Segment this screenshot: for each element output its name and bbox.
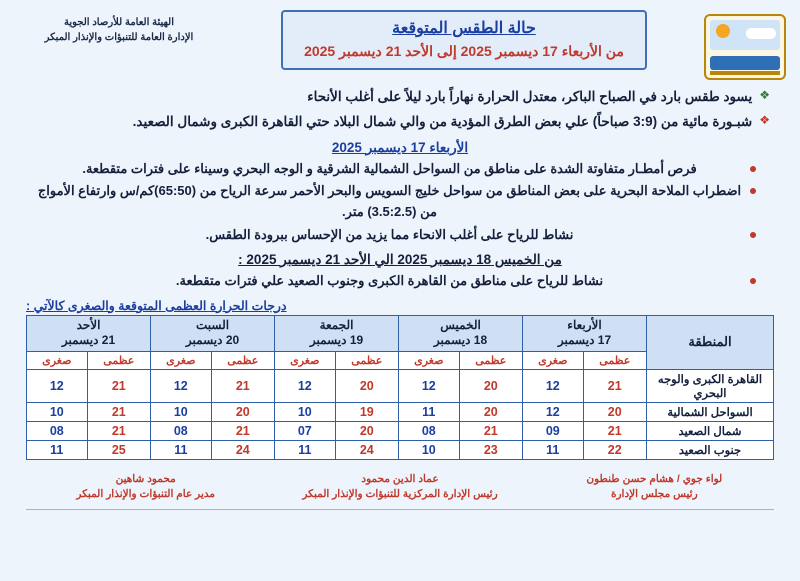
list-item-text: نشاط للرياح على أغلب الانحاء مما يزيد من الإحساس ببرودة الطقس.	[205, 226, 574, 242]
subheader-max: عظمى	[335, 351, 398, 369]
day-name: السبت	[196, 317, 230, 332]
day-date: 17 ديسمبر	[557, 333, 612, 348]
subheader-max: عظمى	[87, 351, 150, 369]
subheader-min: صغرى	[151, 351, 212, 369]
cell-min: 08	[151, 421, 212, 440]
list-item-text: فرص أمطـار متفاوتة الشدة على مناطق من السواحل الشمالية الشرقية و الوجه البحري وسيناء على فترات متقطعة.	[82, 160, 697, 176]
cell-max: 22	[583, 440, 646, 459]
day-date: 21 ديسمبر	[61, 333, 116, 348]
cell-min: 10	[399, 440, 460, 459]
column-header-region: المنطقة	[647, 315, 774, 369]
cell-max: 19	[335, 402, 398, 421]
signature-center	[280, 472, 519, 504]
temperature-table	[26, 315, 774, 460]
cell-min: 11	[523, 440, 584, 459]
cell-max: 21	[87, 402, 150, 421]
list-item	[36, 225, 756, 246]
cell-min: 08	[399, 421, 460, 440]
row-region: السواحل الشمالية	[647, 402, 774, 421]
cell-min: 12	[151, 369, 212, 402]
column-header-day	[275, 315, 399, 351]
subheader-max: عظمى	[459, 351, 522, 369]
cell-max: 20	[583, 402, 646, 421]
title-box	[281, 10, 647, 70]
table-header-row	[27, 315, 774, 351]
list-item-text: نشاط للرياح على مناطق من القاهرة الكبرى وجنوب الصعيد علي فترات متقطعة.	[175, 272, 604, 288]
org-line-1: الهيئة العامة للأرصاد الجوية	[63, 17, 174, 28]
subheader-max: عظمى	[583, 351, 646, 369]
signature-role: مدير عام التنبؤات والإنذار المبكر	[76, 488, 216, 501]
cell-max: 20	[335, 421, 398, 440]
list-item	[36, 271, 756, 292]
signature-name: محمود شاهين	[115, 472, 176, 485]
day-section-items	[0, 159, 800, 246]
summary-bullet	[22, 111, 770, 133]
cell-min: 10	[27, 402, 88, 421]
summary-bullet-text: يسود طقس بارد في الصباح الباكر، معتدل الحرارة نهاراً بارد ليلاً على أغلب الأنحاء	[307, 89, 753, 104]
page-subtitle: من الأربعاء 17 ديسمبر 2025 إلى الأحد 21 ديسمبر 2025	[304, 43, 624, 59]
cell-max: 25	[87, 440, 150, 459]
cell-min: 12	[275, 369, 336, 402]
cell-min: 08	[27, 421, 88, 440]
column-header-day	[151, 315, 275, 351]
signature-role: رئيس مجلس الإدارة	[610, 488, 698, 501]
dot-bullet-icon	[750, 188, 756, 194]
cell-max: 21	[583, 421, 646, 440]
cell-max: 24	[211, 440, 274, 459]
document-header	[0, 0, 800, 80]
subheader-min: صغرى	[399, 351, 460, 369]
cell-min: 09	[523, 421, 584, 440]
cell-min: 10	[151, 402, 212, 421]
row-region: شمال الصعيد	[647, 421, 774, 440]
cell-max: 20	[459, 369, 522, 402]
table-caption: درجات الحرارة العظمى المتوقعة والصغرى كالآتي :	[26, 298, 287, 313]
column-header-day	[399, 315, 523, 351]
footer-divider	[26, 509, 774, 510]
day-name: الأربعاء	[567, 317, 602, 332]
org-line-2: الإدارة العامة للتنبؤات والإنذار المبكر	[44, 31, 194, 43]
organization-block	[14, 10, 224, 45]
authority-logo-icon	[704, 14, 786, 80]
table-row	[27, 421, 774, 440]
day-name: الأحد	[76, 317, 101, 332]
document-footer	[0, 460, 800, 504]
day-name: الخميس	[440, 317, 481, 332]
cell-max: 21	[211, 421, 274, 440]
cell-min: 11	[27, 440, 88, 459]
dot-bullet-icon	[750, 278, 756, 284]
day-date: 19 ديسمبر	[309, 333, 364, 348]
cell-min: 12	[27, 369, 88, 402]
cell-min: 12	[523, 402, 584, 421]
subheader-max: عظمى	[211, 351, 274, 369]
cell-max: 20	[211, 402, 274, 421]
signature-right	[26, 472, 265, 504]
table-row	[27, 402, 774, 421]
day-date: 20 ديسمبر	[185, 333, 240, 348]
cell-max: 24	[335, 440, 398, 459]
column-header-day	[523, 315, 647, 351]
day-section-items	[0, 271, 800, 292]
cell-max: 21	[583, 369, 646, 402]
subheader-min: صغرى	[523, 351, 584, 369]
flower-bullet-icon: ❖	[759, 113, 770, 128]
cell-max: 21	[211, 369, 274, 402]
day-section-heading: الأربعاء 17 ديسمبر 2025	[331, 139, 469, 155]
list-item	[36, 159, 756, 180]
table-row	[27, 440, 774, 459]
cell-max: 20	[335, 369, 398, 402]
subheader-min: صغرى	[275, 351, 336, 369]
page-title: حالة الطقس المتوقعة	[392, 20, 536, 37]
summary-bullet	[22, 86, 770, 108]
day-date: 18 ديسمبر	[433, 333, 488, 348]
cell-min: 11	[275, 440, 336, 459]
cell-min: 11	[399, 402, 460, 421]
flower-bullet-icon: ❖	[759, 88, 770, 102]
temperature-table-wrapper	[0, 315, 800, 460]
summary-bullets	[0, 80, 800, 134]
cell-max: 23	[459, 440, 522, 459]
row-region: القاهرة الكبرى والوجه البحري	[647, 369, 774, 402]
row-region: جنوب الصعيد	[647, 440, 774, 459]
day-section-heading: من الخميس 18 ديسمبر 2025 الي الأحد 21 ديسمبر 2025 :	[238, 251, 562, 267]
cell-max: 21	[459, 421, 522, 440]
signature-name: عماد الدين محمود	[361, 472, 439, 485]
cell-min: 10	[275, 402, 336, 421]
cell-min: 12	[399, 369, 460, 402]
subheader-min: صغرى	[27, 351, 88, 369]
table-row	[27, 369, 774, 402]
list-item-text: اضطراب الملاحة البحرية على بعض المناطق من سواحل خليج السويس والبحر الأحمر سرعة الرياح من (65:50)كم/س وارتفاع الأمواج من (3.5:2.5) متر.	[37, 183, 742, 220]
signature-left	[535, 472, 774, 504]
day-name: الجمعة	[319, 317, 354, 332]
cell-min: 12	[523, 369, 584, 402]
signature-name: لواء جوي / هشام حسن طنطون	[586, 472, 723, 485]
cell-max: 21	[87, 421, 150, 440]
cell-max: 20	[459, 402, 522, 421]
summary-bullet-text: شبـورة مائية من (3:9 صباحاً) علي بعض الطرق المؤدية من والي شمال البلاد حتي القاهرة الكبرى وشمال الصعيد.	[132, 114, 753, 130]
dot-bullet-icon	[750, 166, 756, 172]
list-item	[36, 181, 756, 223]
column-header-day	[27, 315, 151, 351]
cell-min: 11	[151, 440, 212, 459]
signature-role: رئيس الإدارة المركزية للتنبؤات والإنذار المبكر	[302, 488, 498, 501]
cell-min: 07	[275, 421, 336, 440]
cell-max: 21	[87, 369, 150, 402]
dot-bullet-icon	[750, 232, 756, 238]
